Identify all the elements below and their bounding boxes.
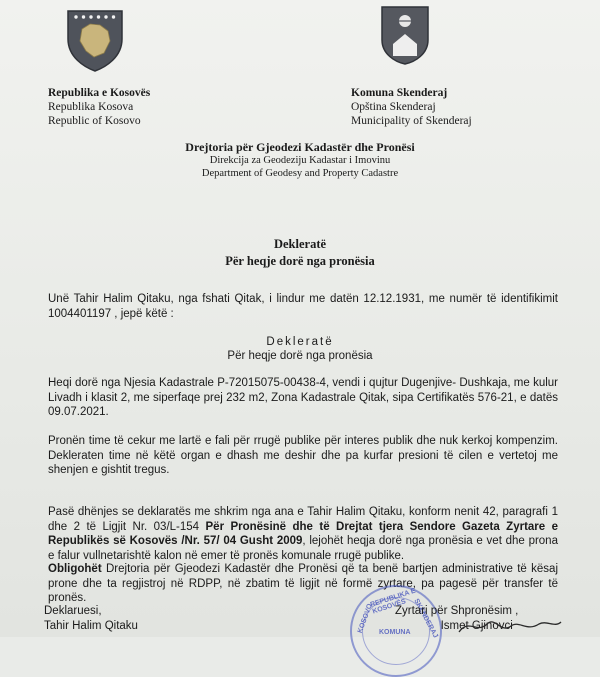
department-line2: Direkcija za Geodeziju Kadastar i Imovinu [209,155,391,166]
signature-scribble-icon [455,616,565,636]
header-right-line3: Municipality of Skenderaj [351,115,472,127]
property-paragraph: Heqi dorë nga Njesia Kadastrale P-72015075-00438-4, vendi i qujtur Dugenjive- Dushkaja, me kulur Livadh i klasit 2, me siperfaqe prej 232 m2, Zona Kadastrale Qitak, sipa Certifikatës 576-21, e datës 09.07.2021. [48,377,558,418]
legal-paragraph [48,505,558,563]
obligation-text: Drejtoria për Gjeodezi Kadastër dhe Pronësi që ta benë bartjen administrative të kësaj prone dhe ta regjistroj në RDPP, në zbatim të ligjit në formë zyrtare, pa pagesë për transfer të pronës. [48,563,558,604]
header-left-line2: Republika Kosova [48,101,134,113]
subtitle-sub: Për heqje dorë nga pronësia [227,350,373,362]
header-right [351,86,472,128]
declarant-name: Tahir Halim Qitaku [44,620,138,632]
department-block [0,141,600,180]
skenderaj-emblem-icon [379,4,431,66]
legal-paragraph-law: Për Pronësinë dhe të Drejtat tjera Sendore Gazeta Zyrtare e Republikës së Kosovës /Nr. 57/ 04 Gusht 2009 [48,520,558,547]
header-right-line1: Komuna Skenderaj [351,87,448,99]
legal-paragraph-c: , lejohët heqja dorë nga pronësia e vet dhe prona e falur vullnetarishtë kalon në emer të pronës komunale rrugë publike. [48,535,558,562]
kosovo-coat-of-arms-icon [66,9,124,73]
header-left [48,86,150,128]
header-right-line2: Opština Skenderaj [351,101,436,113]
official-label: Zyrtari për Shpronësim , [395,605,519,617]
donation-paragraph: Pronën time të cekur me lartë e fali për rrugë publike për interes publik dhe nuk kerkoj kompenzim. Dekleraten time në këtë organ e dhash me deshir dhe pa kurfar presioni të cilen e vertetoj me shenjen e gishtit tregus. [48,435,558,476]
stamp-text-left: KOSOVO [356,602,374,635]
header-left-line1: Republika e Kosovës [48,87,151,99]
stamp-text-right: SKENDERAJ [412,597,439,640]
department-line3: Department of Geodesy and Property Cadastre [201,168,399,179]
subtitle-main: Dekleratë [266,336,334,348]
header-left-line3: Republic of Kosovo [48,115,141,127]
title-sub: Për heqje dorë nga pronësia [225,254,375,268]
stamp-text-inner: KOMUNA [379,629,411,636]
document-subtitle [0,335,600,363]
document-title [0,236,600,270]
legal-paragraph-a: Pasë dhënjes se deklaratës me shkrim nga ana e Tahir Halim Qitaku, konform nenit 42, paragrafi 1 dhe 2 të Ligjit Nr. 03/L-154 [48,506,558,533]
obligation-keyword: Obligohët [48,563,102,575]
intro-paragraph: Unë Tahir Halim Qitaku, nga fshati Qitak, i lindur me datën 12.12.1931, me numër të identifikimit 1004401197 , jepë këtë : [48,293,558,320]
official-name: Ismet Gjinovci [440,620,513,632]
declarant-block [44,604,138,634]
title-main: Dekleratë [273,237,327,251]
stamp-text-top: REPUBLIKA E KOSOVËS [369,587,417,616]
declarant-label: Deklaruesi, [44,605,102,617]
department-line1: Drejtoria për Gjeodezi Kadastër dhe Pronësi [185,140,415,154]
obligation-paragraph [48,562,558,606]
